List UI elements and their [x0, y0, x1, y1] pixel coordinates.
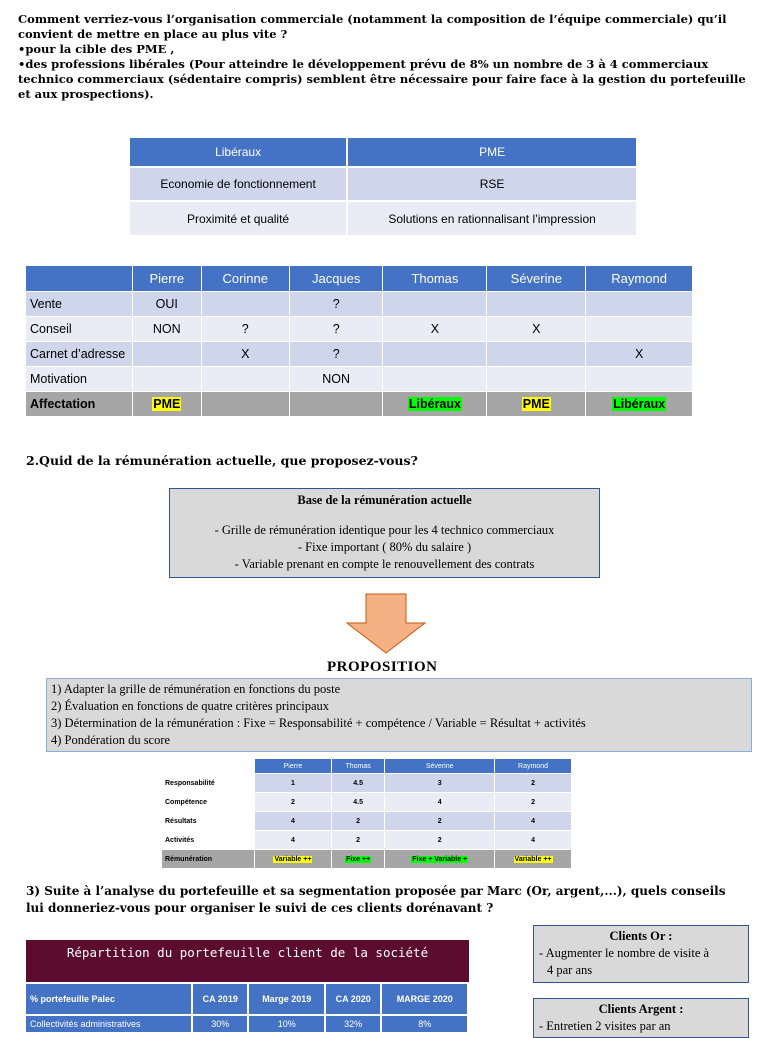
- affectation-row: [26, 392, 693, 417]
- table-cell: X: [383, 317, 487, 342]
- team-header-empty: [26, 266, 133, 292]
- proposition-title: PROPOSITION: [327, 659, 438, 675]
- base-box-line: - Variable prenant en compte le renouvellement des contrats: [234, 557, 535, 571]
- score-header-raymond: Raymond: [495, 759, 572, 774]
- table-cell: X: [487, 317, 586, 342]
- table-cell: 10%: [248, 1015, 324, 1032]
- highlight-badge: Fixe + Variable +: [412, 855, 468, 863]
- table-cell: 2: [385, 812, 495, 831]
- table-cell: 8%: [381, 1015, 468, 1032]
- portfolio-banner: Répartition du portefeuille client de la société: [26, 940, 469, 982]
- row-label: Rémunération: [162, 850, 255, 869]
- table-cell: ?: [289, 317, 383, 342]
- highlight-badge: Libéraux: [408, 397, 461, 411]
- table-cell: 2: [331, 831, 384, 850]
- score-header-severine: Séverine: [385, 759, 495, 774]
- table-cell: Proximité et qualité: [130, 201, 347, 235]
- table-cell: Economie de fonctionnement: [130, 167, 347, 201]
- proposition-box: [46, 678, 752, 752]
- portfolio-table: [26, 982, 469, 1032]
- highlight-badge: Libéraux: [613, 397, 666, 411]
- score-table: [162, 759, 572, 868]
- table-row: [26, 317, 693, 342]
- table-cell: 2: [495, 774, 572, 793]
- table-cell: [201, 367, 289, 392]
- remuneration-row: [162, 850, 572, 869]
- portfolio-table-container: [26, 940, 469, 1032]
- table-cell: Collectivités administratives: [26, 1015, 192, 1032]
- table-cell: 2: [495, 793, 572, 812]
- table-row: [26, 342, 693, 367]
- table-cell: ?: [201, 317, 289, 342]
- table-cell: X: [586, 342, 693, 367]
- table-cell: 1: [255, 774, 332, 793]
- table-cell: [586, 292, 693, 317]
- table-cell: OUI: [133, 292, 202, 317]
- row-label: Conseil: [26, 317, 133, 342]
- table-cell: [495, 850, 572, 869]
- table-cell: [383, 392, 487, 417]
- table-cell: [133, 392, 202, 417]
- team-header-raymond: Raymond: [586, 266, 693, 292]
- table-cell: [201, 392, 289, 417]
- table-cell: ?: [289, 292, 383, 317]
- highlight-badge: Variable ++: [274, 855, 312, 863]
- table-row: [162, 774, 572, 793]
- row-label: Motivation: [26, 367, 133, 392]
- down-arrow-icon: [345, 593, 427, 655]
- intro-line-2: •pour la cible des PME ,: [18, 42, 175, 56]
- table-cell: 4.5: [331, 793, 384, 812]
- table-cell: [133, 342, 202, 367]
- intro-question: [18, 12, 748, 102]
- score-header-pierre: Pierre: [255, 759, 332, 774]
- table-row: [162, 812, 572, 831]
- row-label: Vente: [26, 292, 133, 317]
- table-cell: 4: [385, 793, 495, 812]
- row-label: Affectation: [26, 392, 133, 417]
- table-cell: [331, 850, 384, 869]
- row-label: Carnet d’adresse: [26, 342, 133, 367]
- table-cell: [487, 342, 586, 367]
- table-cell: Solutions en rationnalisant l’impression: [347, 201, 637, 235]
- highlight-badge: PME: [522, 397, 550, 411]
- highlight-badge: Variable ++: [514, 855, 552, 863]
- table-cell: ?: [289, 342, 383, 367]
- table-cell: 3: [385, 774, 495, 793]
- table-cell: NON: [133, 317, 202, 342]
- table-cell: 4.5: [331, 774, 384, 793]
- base-box-title: Base de la rémunération actuelle: [297, 493, 472, 507]
- base-box-line: - Grille de rémunération identique pour les 4 technico commerciaux: [214, 523, 555, 537]
- table-row: [130, 167, 637, 201]
- score-header-empty: [162, 759, 255, 774]
- table-cell: [255, 850, 332, 869]
- segments-table: [130, 138, 638, 235]
- table-cell: [133, 367, 202, 392]
- row-label: Compétence: [162, 793, 255, 812]
- table-row: [162, 793, 572, 812]
- team-header-severine: Séverine: [487, 266, 586, 292]
- table-cell: [385, 850, 495, 869]
- intro-line-3: •des professions libérales (Pour atteindre le développement prévu de 8% un nombre de 3 à 4 commerciaux technico commerciaux (sédentaire compris) semblent être nécessaire pour faire face à la gestion du portefeuille et aux prospections).: [18, 57, 746, 101]
- table-cell: [383, 292, 487, 317]
- team-header-row: [26, 266, 693, 292]
- portfolio-header: MARGE 2020: [381, 983, 468, 1015]
- segments-header-liberaux: Libéraux: [130, 138, 347, 167]
- table-cell: [289, 392, 383, 417]
- table-cell: [487, 292, 586, 317]
- table-cell: 4: [495, 831, 572, 850]
- table-cell: [487, 392, 586, 417]
- table-row: [26, 367, 693, 392]
- table-cell: 4: [495, 812, 572, 831]
- portfolio-header: CA 2020: [325, 983, 381, 1015]
- table-cell: X: [201, 342, 289, 367]
- question-2: 2.Quid de la rémunération actuelle, que proposez-vous?: [26, 453, 418, 468]
- portfolio-header: Marge 2019: [248, 983, 324, 1015]
- portfolio-header: % portefeuille Palec: [26, 983, 192, 1015]
- clients-or-line: - Augmenter le nombre de visite à: [539, 946, 710, 960]
- table-cell: 4: [255, 812, 332, 831]
- table-cell: [586, 367, 693, 392]
- table-cell: 2: [331, 812, 384, 831]
- team-header-jacques: Jacques: [289, 266, 383, 292]
- table-cell: [383, 342, 487, 367]
- base-remuneration-box: [169, 488, 600, 578]
- table-cell: [586, 317, 693, 342]
- base-box-line: - Fixe important ( 80% du salaire ): [297, 540, 472, 554]
- clients-argent-line: - Entretien 2 visites par an: [539, 1019, 671, 1033]
- team-header-corinne: Corinne: [201, 266, 289, 292]
- table-cell: NON: [289, 367, 383, 392]
- highlight-badge: Fixe ++: [346, 855, 371, 863]
- team-header-thomas: Thomas: [383, 266, 487, 292]
- proposition-line: 2) Évaluation en fonctions de quatre critères principaux: [51, 699, 330, 713]
- proposition-line: 1) Adapter la grille de rémunération en fonctions du poste: [51, 682, 341, 696]
- table-row: [130, 201, 637, 235]
- portfolio-header: CA 2019: [192, 983, 248, 1015]
- proposition-line: 3) Détermination de la rémunération : Fixe = Responsabilité + compétence / Variable = Résultat + activités: [51, 716, 586, 730]
- table-cell: 2: [385, 831, 495, 850]
- table-cell: 32%: [325, 1015, 381, 1032]
- clients-or-box: [533, 925, 749, 983]
- table-cell: [201, 292, 289, 317]
- row-label: Activités: [162, 831, 255, 850]
- table-cell: RSE: [347, 167, 637, 201]
- question-3: 3) Suite à l’analyse du portefeuille et sa segmentation proposée par Marc (Or, argent,...), quels conseils lui donneriez-vous pour organiser le suivi de ces clients dorénavant ?: [26, 884, 726, 915]
- table-cell: [586, 392, 693, 417]
- clients-or-line: 4 par ans: [547, 963, 593, 977]
- row-label: Responsabilité: [162, 774, 255, 793]
- table-cell: [487, 367, 586, 392]
- highlight-badge: PME: [153, 397, 181, 411]
- team-header-pierre: Pierre: [133, 266, 202, 292]
- table-cell: 2: [255, 793, 332, 812]
- score-header-thomas: Thomas: [331, 759, 384, 774]
- table-row: [162, 831, 572, 850]
- clients-or-title: Clients Or :: [609, 929, 673, 943]
- table-cell: 4: [255, 831, 332, 850]
- row-label: Résultats: [162, 812, 255, 831]
- table-cell: [383, 367, 487, 392]
- clients-argent-box: [533, 998, 749, 1038]
- table-cell: 30%: [192, 1015, 248, 1032]
- intro-line-1: Comment verriez-vous l’organisation commerciale (notamment la composition de l’équipe commerciale) qu’il convient de mettre en place au plus vite ?: [18, 12, 727, 41]
- team-table: [26, 266, 693, 416]
- table-row: [26, 292, 693, 317]
- segments-header-pme: PME: [347, 138, 637, 167]
- proposition-line: 4) Pondération du score: [51, 733, 171, 747]
- clients-argent-title: Clients Argent :: [598, 1002, 684, 1016]
